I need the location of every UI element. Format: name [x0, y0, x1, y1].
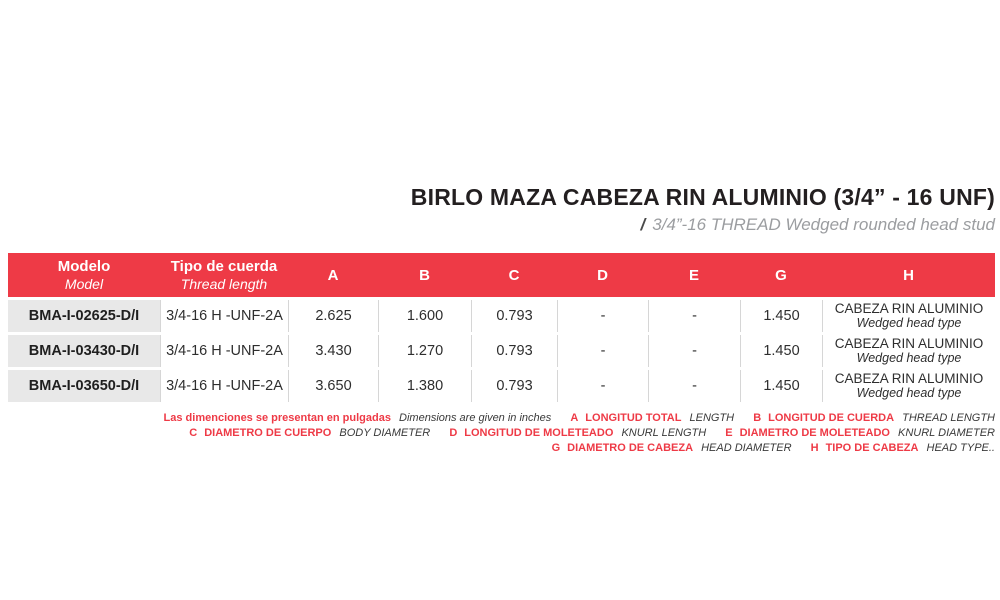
- col-header-h: H: [822, 253, 995, 297]
- footnote-es: DIAMETRO DE CABEZA: [567, 442, 694, 454]
- cell-dim-c: 0.793: [471, 300, 557, 332]
- cell-dim-b: 1.270: [378, 335, 471, 367]
- footnote-en: THREAD LENGTH: [902, 412, 995, 424]
- footnote-es: DIAMETRO DE CUERPO: [204, 427, 332, 439]
- footnote-en: KNURL LENGTH: [621, 427, 707, 439]
- page-subtitle: [8, 213, 995, 237]
- subtitle-slash: /: [640, 215, 646, 234]
- cell-dim-g: 1.450: [740, 335, 822, 367]
- col-header-thread-es: Tipo de cuerda: [170, 258, 278, 275]
- cell-dim-a: 3.650: [288, 370, 378, 402]
- cell-thread: 3/4-16 H -UNF-2A: [160, 370, 288, 402]
- head-type-en: Wedged head type: [856, 385, 962, 400]
- cell-dim-e: -: [648, 300, 740, 332]
- cell-dim-d: -: [557, 300, 648, 332]
- col-header-model-en: Model: [64, 276, 104, 292]
- cell-head-type: [822, 370, 995, 402]
- footnote-en: BODY DIAMETER: [339, 427, 431, 439]
- dim-key-g: G: [551, 442, 561, 454]
- cell-dim-g: 1.450: [740, 300, 822, 332]
- cell-thread: 3/4-16 H -UNF-2A: [160, 335, 288, 367]
- col-header-b: B: [378, 253, 471, 297]
- cell-dim-d: -: [557, 335, 648, 367]
- dim-key-d: D: [449, 427, 458, 439]
- col-header-d: D: [557, 253, 648, 297]
- cell-dim-e: -: [648, 370, 740, 402]
- footnote-en: HEAD TYPE..: [926, 442, 995, 454]
- spec-table: [8, 250, 995, 405]
- head-type-es: CABEZA RIN ALUMINIO: [834, 301, 984, 317]
- col-header-g: G: [740, 253, 822, 297]
- cell-dim-d: -: [557, 370, 648, 402]
- cell-model: BMA-I-02625-D/I: [8, 300, 160, 332]
- table-row: [8, 335, 995, 367]
- footnote-en: Dimensions are given in inches: [399, 412, 552, 424]
- footnote-es: TIPO DE CABEZA: [825, 442, 919, 454]
- cell-head-type: [822, 300, 995, 332]
- head-type-en: Wedged head type: [856, 315, 962, 330]
- footnote-en: LENGTH: [689, 412, 735, 424]
- cell-dim-a: 2.625: [288, 300, 378, 332]
- footnote-line: [8, 411, 995, 426]
- head-type-en: Wedged head type: [856, 350, 962, 365]
- cell-dim-g: 1.450: [740, 370, 822, 402]
- head-type-es: CABEZA RIN ALUMINIO: [834, 371, 984, 387]
- dim-key-b: B: [753, 412, 762, 424]
- footnote-es: DIAMETRO DE MOLETEADO: [739, 427, 890, 439]
- cell-dim-a: 3.430: [288, 335, 378, 367]
- table-row: [8, 300, 995, 332]
- cell-dim-b: 1.600: [378, 300, 471, 332]
- col-header-e: E: [648, 253, 740, 297]
- col-header-thread-en: Thread length: [180, 276, 268, 292]
- footnote-es: LONGITUD DE MOLETEADO: [464, 427, 614, 439]
- cell-head-type: [822, 335, 995, 367]
- footnote-en: KNURL DIAMETER: [898, 427, 995, 439]
- footnote-en: HEAD DIAMETER: [701, 442, 792, 454]
- col-header-model-es: Modelo: [57, 258, 111, 275]
- cell-model: BMA-I-03430-D/I: [8, 335, 160, 367]
- footnote-es: LONGITUD TOTAL: [585, 412, 682, 424]
- cell-dim-c: 0.793: [471, 370, 557, 402]
- dim-key-h: H: [810, 442, 819, 454]
- dim-key-c: C: [189, 427, 198, 439]
- cell-thread: 3/4-16 H -UNF-2A: [160, 300, 288, 332]
- footnote-line: [8, 441, 995, 456]
- page-title: BIRLO MAZA CABEZA RIN ALUMINIO (3/4” - 16 UNF): [410, 184, 995, 210]
- content-area: [8, 183, 995, 456]
- table-row: [8, 370, 995, 402]
- footnote-es: LONGITUD DE CUERDA: [768, 412, 895, 424]
- col-header-c: C: [471, 253, 557, 297]
- col-header-thread: [160, 253, 288, 297]
- cell-dim-c: 0.793: [471, 335, 557, 367]
- subtitle-text: 3/4”-16 THREAD Wedged rounded head stud: [652, 215, 995, 234]
- cell-model: BMA-I-03650-D/I: [8, 370, 160, 402]
- dim-key-a: A: [570, 412, 579, 424]
- col-header-a: A: [288, 253, 378, 297]
- col-header-model: [8, 253, 160, 297]
- dim-key-e: E: [725, 427, 733, 439]
- table-header-row: [8, 253, 995, 297]
- head-type-es: CABEZA RIN ALUMINIO: [834, 336, 984, 352]
- cell-dim-e: -: [648, 335, 740, 367]
- cell-dim-b: 1.380: [378, 370, 471, 402]
- footnote-es: Las dimenciones se presentan en pulgadas: [163, 412, 391, 424]
- footnotes: [8, 411, 995, 456]
- footnote-line: [8, 426, 995, 441]
